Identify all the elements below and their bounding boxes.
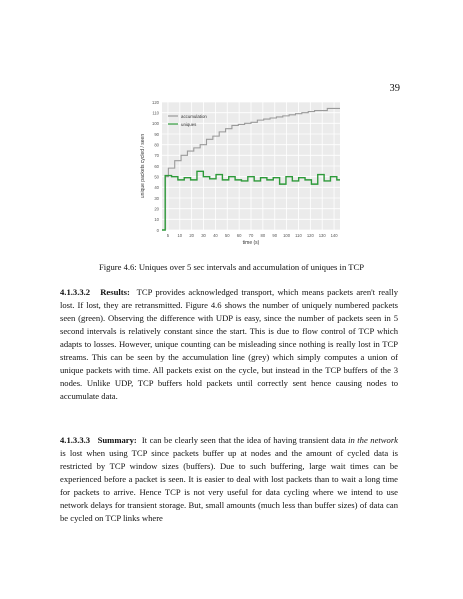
results-number: 4.1.3.3.2 [60,287,91,297]
x-tick-label: 130 [318,233,326,238]
summary-title: Summary: [97,435,137,445]
legend-label: accumulation [181,113,207,119]
x-tick-label: 40 [213,233,218,238]
x-axis-label: time (s) [242,240,260,246]
y-tick-label: 30 [154,195,159,201]
summary-italic-text: in the network [348,435,398,445]
y-tick-label: 50 [154,174,159,180]
x-tick-label: 60 [236,233,242,238]
results-paragraph [60,286,398,403]
summary-text-after: is lost when using TCP since packets buffer up at nodes and the amount of cycled data is restricted by TCP window sizes (buffers). Due to such buffering, large wait times can be experienced before a packet is seen. It is easier to deal with lost packets than to wait a long time for packets to arrive. Hence TCP is not very useful for data cycling where we intend to use network delays for transient storage. But, small amounts (much less than buffer sizes) of data can be cycled on TCP links where [60,448,398,523]
x-tick-label: 140 [330,233,338,238]
legend-label: uniques [181,121,197,127]
y-tick-label: 70 [154,153,159,159]
y-tick-label: 120 [152,99,159,105]
summary-text-before: It can be clearly seen that the idea of having transient data [141,435,346,445]
y-tick-label: 0 [156,227,159,233]
y-tick-label: 40 [154,185,159,191]
y-tick-label: 60 [154,163,159,169]
y-tick-label: 80 [154,142,159,148]
x-tick-label: 70 [248,233,254,238]
summary-number: 4.1.3.3.3 [60,435,91,445]
x-tick-label: 20 [189,233,195,238]
summary-paragraph [60,434,398,525]
y-tick-label: 100 [152,121,159,127]
results-section [60,286,398,403]
x-tick-label: 90 [272,233,278,238]
tcp-uniques-chart [120,96,350,256]
x-tick-label: 110 [295,233,302,238]
y-tick-label: 20 [154,206,159,212]
summary-section [60,434,398,525]
x-tick-label: 10 [177,233,183,238]
x-tick-label: 50 [224,233,230,238]
y-tick-label: 110 [152,110,159,116]
x-tick-label: 80 [260,233,266,238]
x-tick-label: 100 [283,233,291,238]
results-title: Results: [100,287,130,297]
y-axis-label: unique packets cycled / seen [140,133,146,199]
x-tick-label: 30 [201,233,206,238]
figure-caption: Figure 4.6: Uniques over 5 sec intervals and accumulation of uniques in TCP [98,262,364,272]
figure-chart [120,96,350,256]
page-number: 39 [389,83,400,94]
y-tick-label: 90 [154,131,159,137]
x-tick-label: 5 [166,233,170,238]
y-tick-label: 10 [154,217,159,223]
x-tick-label: 120 [306,233,314,238]
results-text: TCP provides acknowledged transport, which means packets aren't really lost. If lost, they are retransmitted. Figure 4.6 shows the number of uniquely numbered packets seen (green). Observing the difference with UDP is easy, since the number of packets seen in 5 second intervals is relatively constant since the start. This is due to flow control of TCP which adapts to losses. However, unique counting can be misleading since nothing is really lost in TCP streams. This can be seen by the accumulation line (grey) which simply computes a union of unique packets with time. All packets exist on the cycle, but instead in the TCP buffers of the 3 nodes. Unlike UDP, TCP buffers hold packets until correctly sent hence causing nodes to accumulate data. [60,287,398,401]
